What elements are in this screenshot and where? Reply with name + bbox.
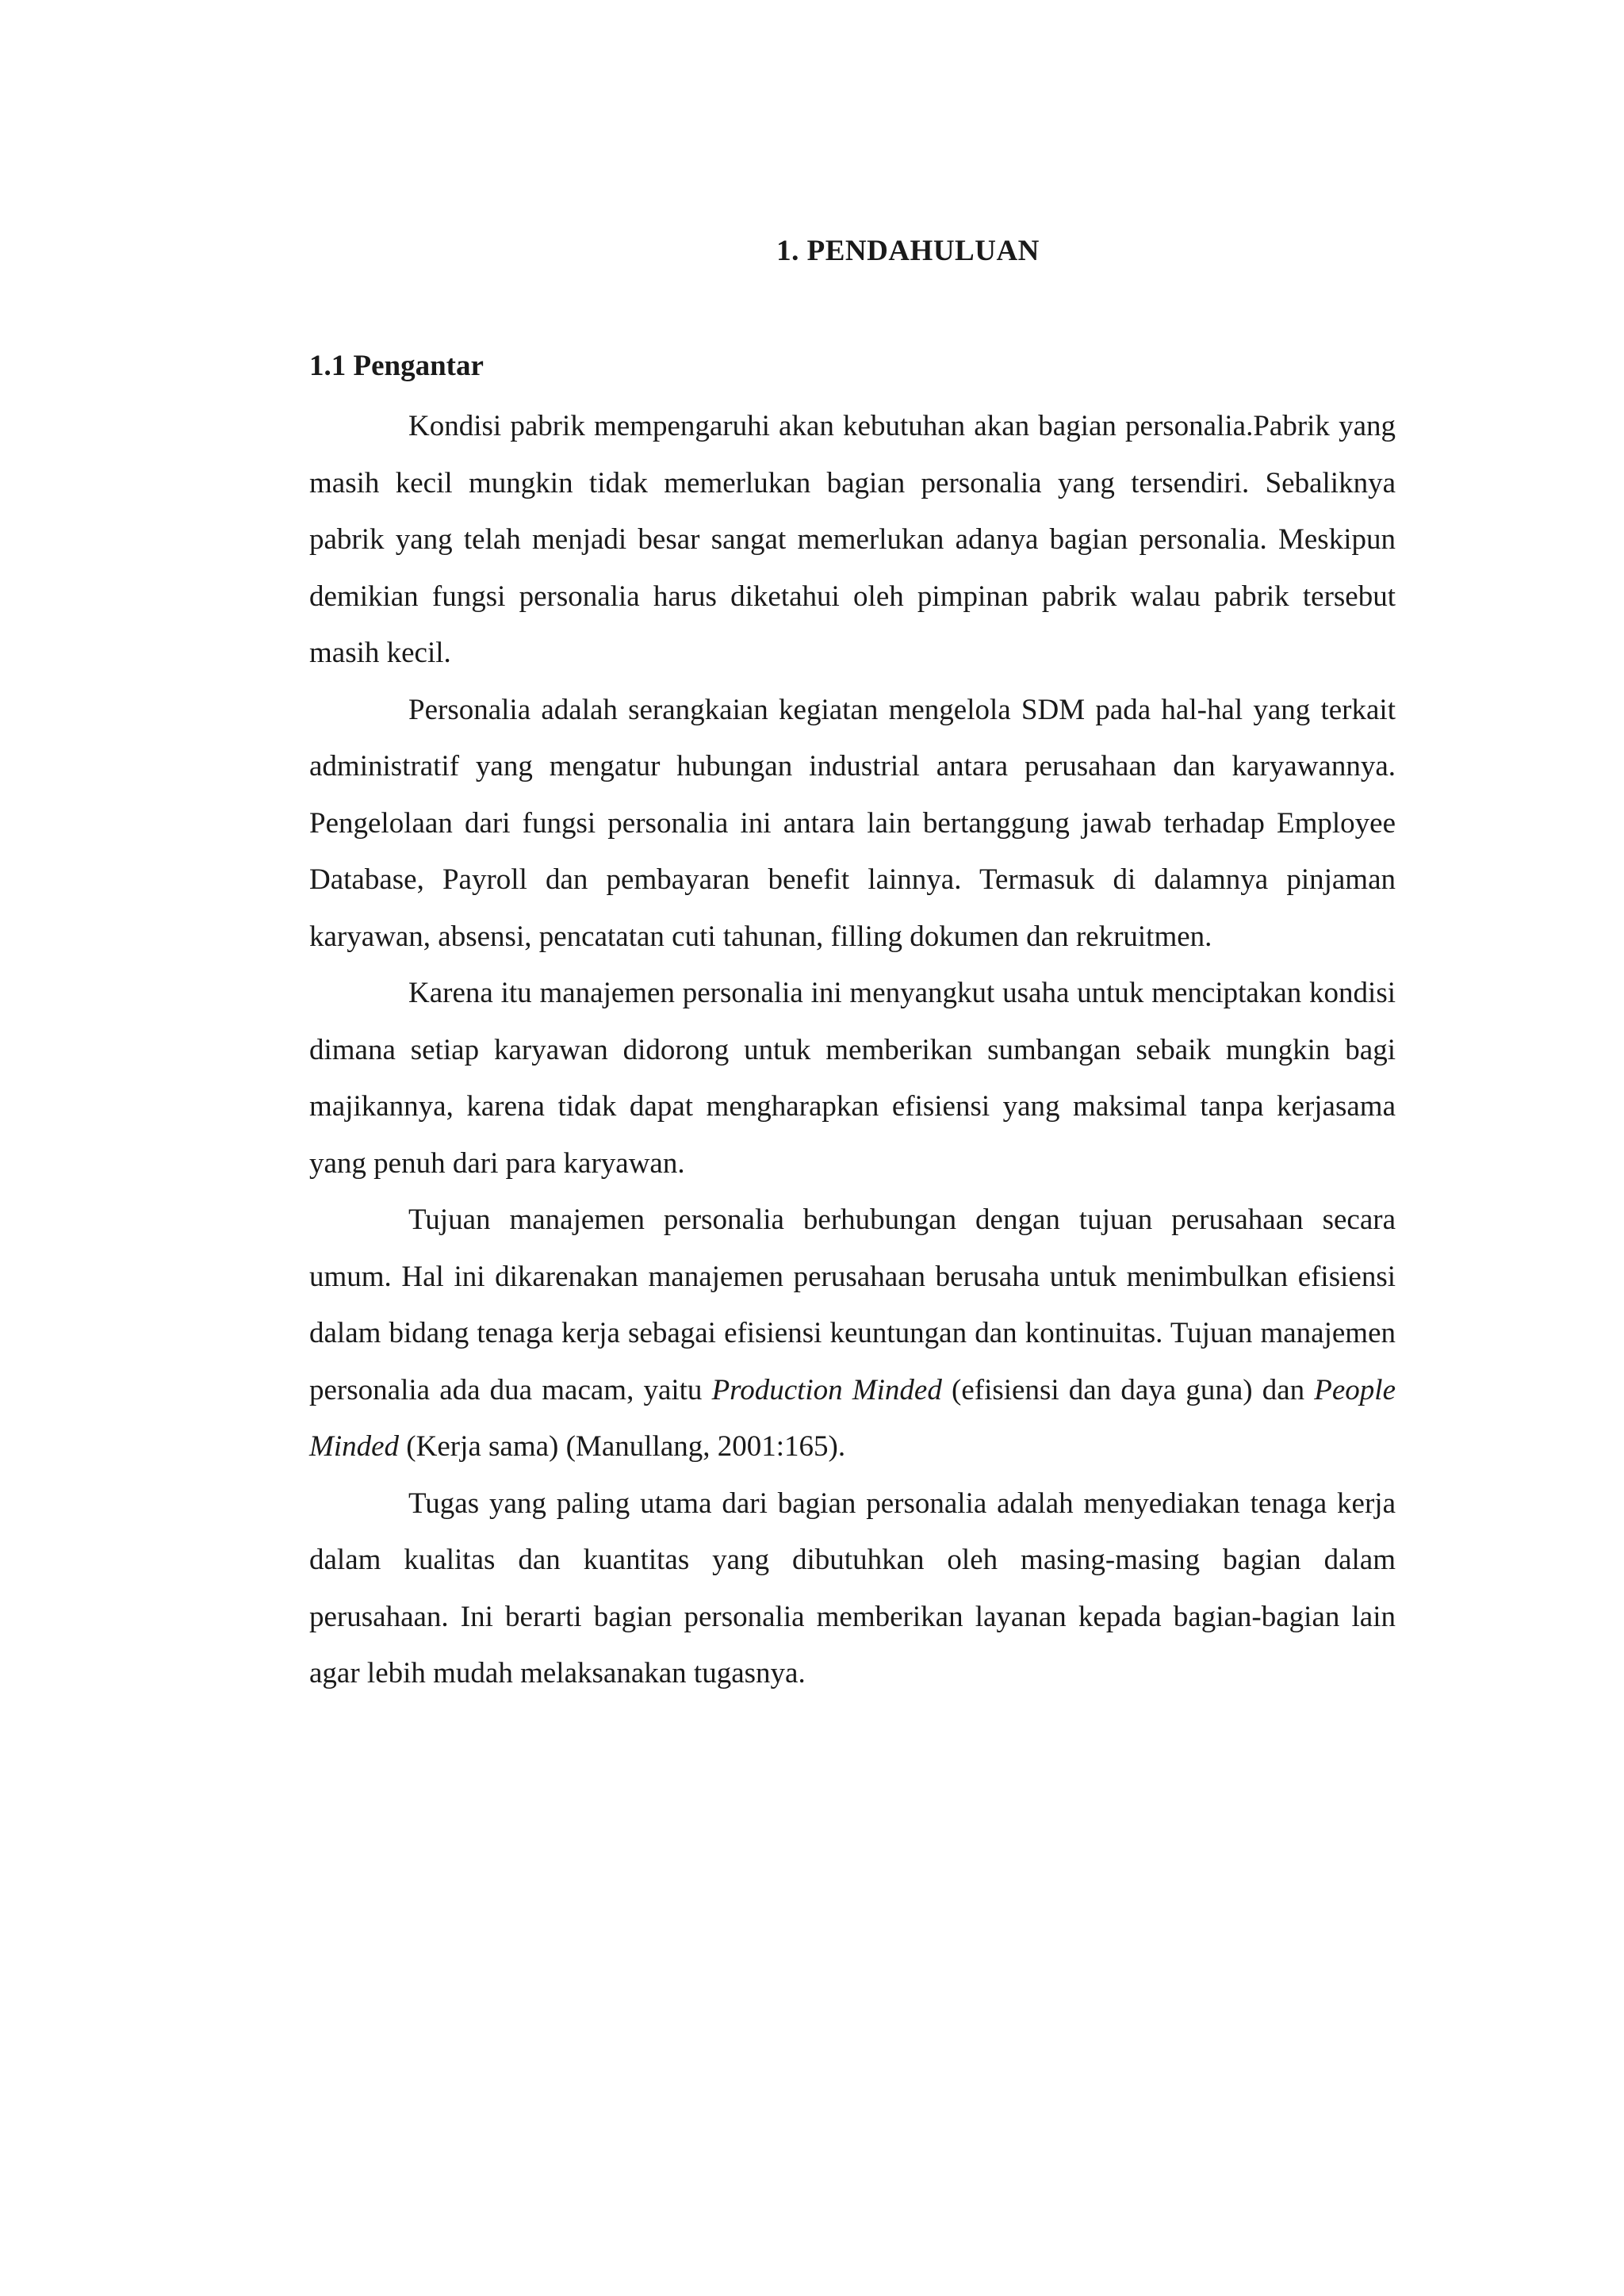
italic-term-people-minded: People Minded	[309, 1373, 1396, 1463]
paragraph-3: Karena itu manajemen personalia ini menyangkut usaha untuk menciptakan kondisi dimana setiap karyawan didorong untuk memberikan sumbangan sebaik mungkin bagi majikannya, karena tidak dapat mengharapkan efisiensi yang maksimal tanpa kerjasama yang penuh dari para karyawan.	[309, 977, 1396, 1180]
section-title: 1.1 Pengantar	[309, 350, 484, 382]
paragraph-2: Personalia adalah serangkaian kegiatan mengelola SDM pada hal-hal yang terkait administratif yang mengatur hubungan industrial antara perusahaan dan karyawannya. Pengelolaan dari fungsi personalia ini antara lain bertanggung jawab terhadap Employee Database, Payroll dan pembayaran benefit lainnya. Termasuk di dalamnya pinjaman karyawan, absensi, pencatatan cuti tahunan, filling dokumen dan rekruitmen.	[309, 693, 1396, 953]
paragraph-4-text-b: (efisiensi dan daya guna) dan	[941, 1373, 1315, 1406]
paragraph-1: Kondisi pabrik mempengaruhi akan kebutuhan akan bagian personalia.Pabrik yang masih kecil mungkin tidak memerlukan bagian personalia yang tersendiri. Sebaliknya pabrik yang telah menjadi besar sangat memerlukan adanya bagian personalia. Meskipun demikian fungsi personalia harus diketahui oleh pimpinan pabrik walau pabrik tersebut masih kecil.	[309, 410, 1396, 669]
italic-term-production-minded: Production Minded	[711, 1373, 942, 1406]
body-text	[309, 398, 1396, 1702]
paragraph-4	[309, 1192, 1396, 1475]
chapter-title: 1. PENDAHULUAN	[776, 235, 1040, 267]
paragraph-5: Tugas yang paling utama dari bagian personalia adalah menyediakan tenaga kerja dalam kualitas dan kuantitas yang dibutuhkan oleh masing-masing bagian dalam perusahaan. Ini berarti bagian personalia memberikan layanan kepada bagian-bagian lain agar lebih mudah melaksanakan tugasnya.	[309, 1487, 1396, 1689]
paragraph-4-text-c: (Kerja sama) (Manullang, 2001:165).	[399, 1430, 846, 1463]
paragraph-4-text-a: Tujuan manajemen personalia berhubungan dengan tujuan perusahaan secara umum. Hal ini dikarenakan manajemen perusahaan berusaha untuk menimbulkan efisiensi dalam bidang tenaga kerja sebagai efisiensi keuntungan dan kontinuitas. Tujuan manajemen personalia ada dua macam, yaitu	[309, 1203, 1396, 1406]
